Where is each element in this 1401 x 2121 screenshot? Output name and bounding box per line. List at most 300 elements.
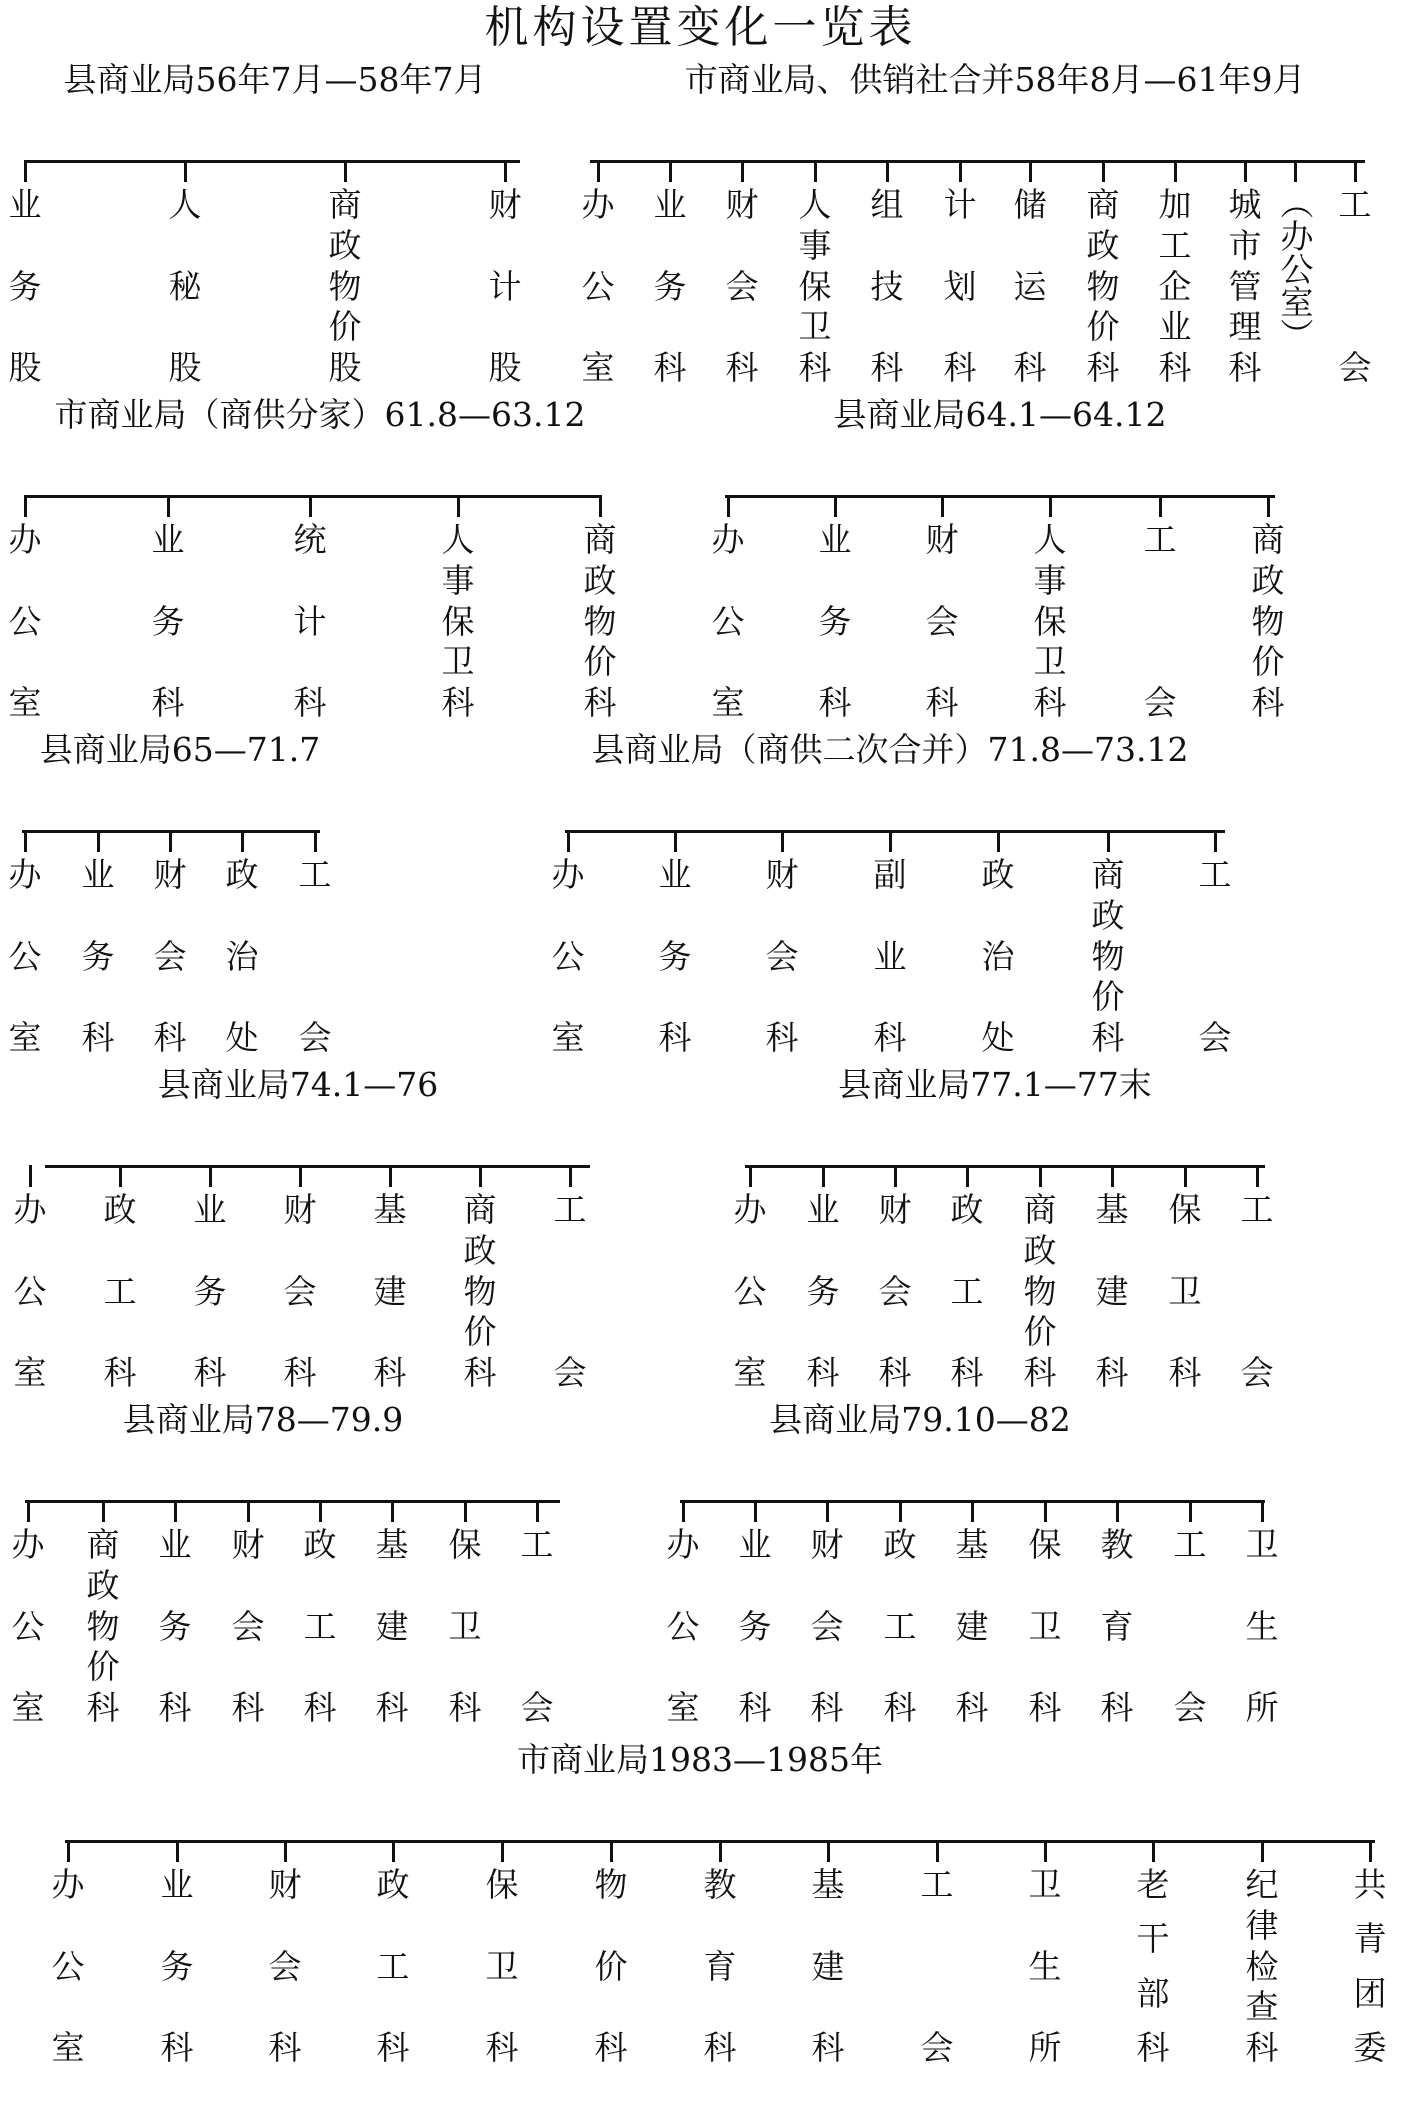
org-unit-char: 价 <box>86 1647 120 1687</box>
org-unit-char: 科 <box>653 348 687 387</box>
org-unit-char: 会 <box>231 1606 265 1646</box>
org-unit <box>1239 1866 1285 2066</box>
org-unit-char: 科 <box>303 1688 337 1727</box>
block-title: 县商业局56年7月—58年7月 <box>63 60 487 99</box>
connector-tick <box>174 1500 177 1522</box>
org-unit-char: 价 <box>328 307 362 347</box>
org-unit-char: 科 <box>725 348 759 387</box>
org-unit-char: 科 <box>1013 348 1047 387</box>
org-unit-char: 管 <box>1228 266 1262 306</box>
org-unit <box>277 1191 323 1391</box>
org-unit <box>2 521 48 721</box>
org-unit-char: 保 <box>1028 1525 1062 1564</box>
connector-tick <box>1214 830 1217 852</box>
org-unit-char: 务 <box>158 1606 192 1646</box>
connector-tick <box>284 1840 287 1862</box>
org-unit-char: 商 <box>328 185 362 224</box>
org-unit-char: 业 <box>160 1865 194 1904</box>
org-unit-char: 办 <box>51 1865 85 1904</box>
org-unit-char: 科 <box>738 1688 772 1727</box>
org-unit <box>660 1526 706 1726</box>
org-unit <box>322 186 368 386</box>
org-unit-char: 秘 <box>168 266 202 306</box>
org-unit-char: 业 <box>81 855 115 894</box>
org-unit-char: 价 <box>1086 307 1120 347</box>
org-unit <box>1152 186 1198 386</box>
connector-tick <box>1184 1165 1187 1187</box>
org-unit-char: 股 <box>168 348 202 387</box>
connector-tick <box>309 495 312 517</box>
block-title: 县商业局78—79.9 <box>122 1400 404 1439</box>
org-unit-char: 会 <box>765 936 799 976</box>
org-unit-char: 政 <box>376 1865 410 1904</box>
connector-tick <box>1102 160 1105 182</box>
org-unit-char: 会 <box>1338 348 1372 387</box>
org-unit-char: 物 <box>1023 1271 1057 1311</box>
connector-tick <box>669 160 672 182</box>
connector-tick <box>749 1165 752 1187</box>
org-unit <box>1007 186 1053 386</box>
org-unit-char: 商 <box>86 1525 120 1564</box>
connector-tick <box>941 495 944 517</box>
org-unit <box>287 521 333 721</box>
connector-tick <box>597 160 600 182</box>
org-unit-char: 公 <box>666 1606 700 1646</box>
org-unit-char: 科 <box>1136 2027 1170 2067</box>
org-unit-char: 股 <box>488 348 522 387</box>
org-unit-char: 干 <box>1136 1919 1170 1959</box>
org-unit-char: 科 <box>873 1018 907 1057</box>
org-unit-char: 业 <box>806 1190 840 1229</box>
org-unit-char: 科 <box>1168 1353 1202 1392</box>
org-unit-char: 基 <box>373 1190 407 1229</box>
org-unit <box>867 856 913 1056</box>
connector-bar <box>590 160 1365 163</box>
connector-tick <box>209 1165 212 1187</box>
block-title: 县商业局79.10—82 <box>769 1400 1071 1439</box>
org-unit-char: 科 <box>1033 683 1067 722</box>
org-unit-char: 人 <box>168 185 202 224</box>
org-unit-char: 物 <box>1251 601 1285 641</box>
connector-tick <box>67 1840 70 1862</box>
org-unit-char: 运 <box>1013 266 1047 306</box>
org-unit-char: 城 <box>1228 185 1262 224</box>
block-title: 县商业局（商供二次合并）71.8—73.12 <box>591 730 1189 769</box>
org-unit-char: 组 <box>870 185 904 224</box>
org-unit-char: 科 <box>955 1688 989 1727</box>
org-unit <box>1089 1191 1135 1391</box>
org-unit-char: 务 <box>8 266 42 306</box>
org-unit-char: 公 <box>8 936 42 976</box>
org-unit-char: 卫 <box>485 1946 519 1986</box>
connector-tick <box>971 1500 974 1522</box>
org-unit-char: 处 <box>225 1018 259 1057</box>
org-unit <box>1017 1191 1063 1391</box>
org-unit-char: 财 <box>231 1525 265 1564</box>
org-unit-char: 计 <box>293 601 327 641</box>
org-unit <box>369 1526 415 1726</box>
connector-tick <box>1039 1165 1042 1187</box>
org-unit <box>1192 856 1238 1056</box>
org-unit-char: 建 <box>1095 1271 1129 1311</box>
connector-tick <box>167 495 170 517</box>
org-unit-char: 公 <box>551 936 585 976</box>
org-unit-char: 处 <box>981 1018 1015 1057</box>
connector-tick <box>822 1165 825 1187</box>
org-unit-char: 财 <box>810 1525 844 1564</box>
org-unit-char: 商 <box>1086 185 1120 224</box>
connector-tick <box>894 1165 897 1187</box>
org-unit-char: 治 <box>225 936 259 976</box>
org-unit <box>1094 1526 1140 1726</box>
org-unit-char: 财 <box>878 1190 912 1229</box>
connector-tick <box>247 1500 250 1522</box>
org-unit-char: 计 <box>943 185 977 224</box>
connector-tick <box>501 1840 504 1862</box>
org-unit <box>145 521 191 721</box>
org-unit <box>1080 186 1126 386</box>
org-unit <box>547 1191 593 1391</box>
org-unit-char: 会 <box>553 1353 587 1392</box>
org-unit <box>297 1526 343 1726</box>
org-unit-char: 工 <box>1240 1190 1274 1229</box>
org-unit-char: 办 <box>581 185 615 224</box>
connector-tick <box>1116 1500 1119 1522</box>
connector-tick <box>391 1500 394 1522</box>
org-unit-char: 公 <box>13 1271 47 1311</box>
org-unit-char: 办 <box>711 520 745 559</box>
org-unit-char: 科 <box>878 1353 912 1392</box>
org-unit-char: 企 <box>1158 266 1192 306</box>
org-unit-char: 政 <box>1023 1230 1057 1270</box>
org-unit-char: 政 <box>328 225 362 265</box>
org-unit-char: 会 <box>520 1688 554 1727</box>
connector-tick <box>1261 1500 1264 1522</box>
org-unit-char: 工 <box>920 1865 954 1904</box>
org-unit-char: 政 <box>86 1565 120 1605</box>
org-unit-char: 会 <box>283 1271 317 1311</box>
org-unit-char: 团 <box>1353 1973 1387 2013</box>
org-unit-char: 业 <box>8 185 42 224</box>
org-unit-char: 所 <box>1245 1688 1279 1727</box>
org-unit-char: 业 <box>151 520 185 559</box>
org-unit-char: 股 <box>8 348 42 387</box>
org-unit <box>482 186 528 386</box>
org-unit <box>1167 1526 1213 1726</box>
org-unit-char: 财 <box>725 185 759 224</box>
org-unit-char: 政 <box>981 855 1015 894</box>
org-unit-char: 基 <box>955 1525 989 1564</box>
org-unit-char: 工 <box>1143 520 1177 559</box>
org-unit-char: 财 <box>925 520 959 559</box>
org-unit-char: 科 <box>151 683 185 722</box>
connector-tick <box>1244 160 1247 182</box>
org-unit-char: 统 <box>293 520 327 559</box>
connector-tick <box>1174 160 1177 182</box>
connector-tick <box>1152 1840 1155 1862</box>
connector-bar <box>565 830 1225 833</box>
org-unit-char: 科 <box>703 2028 737 2067</box>
connector-tick <box>936 1840 939 1862</box>
connector-tick <box>392 1840 395 1862</box>
connector-tick <box>966 1165 969 1187</box>
block-title: 县商业局77.1—77末 <box>838 1065 1152 1104</box>
connector-tick <box>754 1500 757 1522</box>
connector-tick <box>827 1840 830 1862</box>
org-unit-char: 科 <box>883 1688 917 1727</box>
connector-tick <box>169 830 172 852</box>
connector-tick <box>319 1500 322 1522</box>
org-unit-char: 会 <box>920 2028 954 2067</box>
org-unit-char: 会 <box>725 266 759 306</box>
connector-bar <box>45 1165 590 1168</box>
org-unit-char: 财 <box>765 855 799 894</box>
org-unit-char: 务 <box>193 1271 227 1311</box>
org-unit-char: 会 <box>268 1946 302 1986</box>
org-unit-char: 科 <box>86 1688 120 1727</box>
org-unit-char: 财 <box>283 1190 317 1229</box>
org-unit <box>805 1866 851 2066</box>
org-unit-char: 价 <box>1091 977 1125 1017</box>
block-title: 市商业局（商供分家）61.8—63.12 <box>54 395 586 434</box>
org-unit-char: 科 <box>1228 348 1262 387</box>
org-unit <box>1162 1191 1208 1391</box>
org-unit-char: 卫 <box>448 1606 482 1646</box>
org-unit <box>2 186 48 386</box>
org-unit-char: 财 <box>488 185 522 224</box>
org-unit-char: 政 <box>103 1190 137 1229</box>
org-unit-char: 务 <box>738 1606 772 1646</box>
org-unit <box>732 1526 778 1726</box>
org-unit-char: 业 <box>658 855 692 894</box>
org-unit-char: 政 <box>1251 560 1285 600</box>
org-unit-char: 政 <box>1086 225 1120 265</box>
org-unit <box>697 1866 743 2066</box>
org-unit-char: 建 <box>375 1606 409 1646</box>
org-unit <box>804 1526 850 1726</box>
connector-tick <box>719 1840 722 1862</box>
org-unit-char: 人 <box>441 520 475 559</box>
org-unit-char: 卫 <box>798 307 832 347</box>
org-unit <box>937 186 983 386</box>
org-unit-char: 人 <box>798 185 832 224</box>
org-unit-char: 室 <box>666 1688 700 1727</box>
org-unit-char: 物 <box>86 1606 120 1646</box>
org-unit-char: 政 <box>1091 895 1125 935</box>
connector-tick <box>569 1165 572 1187</box>
connector-bar <box>25 1500 560 1503</box>
org-unit-char: 科 <box>1023 1353 1057 1392</box>
org-unit-char: 政 <box>303 1525 337 1564</box>
org-unit <box>75 856 121 1056</box>
org-unit <box>1234 1191 1280 1391</box>
org-unit-char: 务 <box>806 1271 840 1311</box>
connector-tick <box>727 495 730 517</box>
org-unit <box>1347 1866 1393 2066</box>
org-unit-char: 科 <box>375 1688 409 1727</box>
connector-bar <box>25 160 520 163</box>
org-unit-char: 会 <box>810 1606 844 1646</box>
org-unit-char: 工 <box>950 1271 984 1311</box>
org-unit-char: 会 <box>1198 1018 1232 1057</box>
org-unit-char: 科 <box>1251 683 1285 722</box>
org-unit <box>45 1866 91 2066</box>
org-unit-char: 生 <box>1245 1606 1279 1646</box>
org-unit-char: 科 <box>925 683 959 722</box>
org-unit <box>147 856 193 1056</box>
connector-tick <box>97 830 100 852</box>
org-unit-char: 价 <box>463 1312 497 1352</box>
org-unit-char: 科 <box>594 2028 628 2067</box>
org-unit-char: 科 <box>658 1018 692 1057</box>
connector-tick <box>24 495 27 517</box>
org-unit-char: 育 <box>703 1946 737 1986</box>
org-unit-char: 工 <box>298 855 332 894</box>
org-unit-char: 会 <box>925 601 959 641</box>
org-unit-char: 科 <box>193 1353 227 1392</box>
org-unit <box>292 856 338 1056</box>
page-title: 机构设置变化一览表 <box>484 2 917 53</box>
org-unit-char: 事 <box>441 560 475 600</box>
org-unit-char: 政 <box>583 560 617 600</box>
org-unit-char: 生 <box>1028 1946 1062 1986</box>
org-unit-char: 办 <box>666 1525 700 1564</box>
connector-tick <box>959 160 962 182</box>
org-unit-char: 科 <box>818 683 852 722</box>
org-unit <box>457 1191 503 1391</box>
org-unit-char: 财 <box>268 1865 302 1904</box>
org-unit-char: 基 <box>375 1525 409 1564</box>
org-unit-char: 科 <box>153 1018 187 1057</box>
connector-tick <box>1049 495 1052 517</box>
org-unit <box>367 1191 413 1391</box>
org-unit-char: 保 <box>1168 1190 1202 1229</box>
block-title: 县商业局65—71.7 <box>39 730 321 769</box>
org-unit-char: 工 <box>1158 225 1192 265</box>
connector-tick <box>1107 830 1110 852</box>
org-unit-char: 卫 <box>1028 1865 1062 1904</box>
connector-tick <box>781 830 784 852</box>
connector-tick <box>814 160 817 182</box>
org-unit-char: 计 <box>488 266 522 306</box>
org-unit-char: 事 <box>1033 560 1067 600</box>
org-unit-char: 科 <box>810 1688 844 1727</box>
org-unit-char: 教 <box>1100 1525 1134 1564</box>
org-unit-char: 卫 <box>1168 1271 1202 1311</box>
org-unit-char: 事 <box>798 225 832 265</box>
org-unit-char: 科 <box>158 1688 192 1727</box>
org-unit-char: 基 <box>1095 1190 1129 1229</box>
connector-tick <box>682 1500 685 1522</box>
connector-bar <box>25 495 600 498</box>
org-unit-char: 科 <box>1245 2028 1279 2067</box>
org-unit-char: 保 <box>441 601 475 641</box>
org-unit-char: 科 <box>160 2028 194 2067</box>
org-unit-char: 室 <box>733 1353 767 1392</box>
org-unit-char: 室 <box>581 348 615 387</box>
connector-tick <box>241 830 244 852</box>
org-unit-char: 会 <box>1173 1688 1207 1727</box>
org-unit-char: 建 <box>811 1946 845 1986</box>
org-unit-char: 工 <box>1173 1525 1207 1564</box>
org-unit-char: 务 <box>151 601 185 641</box>
org-unit <box>1272 186 1318 386</box>
org-unit-char: （办公室） <box>1275 186 1315 351</box>
org-unit-char: 科 <box>485 2028 519 2067</box>
org-unit-char: 科 <box>870 348 904 387</box>
org-unit <box>1022 1526 1068 1726</box>
block-title: 市商业局、供销社合并58年8月—61年9月 <box>684 60 1306 99</box>
org-unit-char: 科 <box>1028 1688 1062 1727</box>
org-unit-char: 科 <box>376 2028 410 2067</box>
org-unit <box>1332 186 1378 386</box>
org-unit <box>719 186 765 386</box>
org-unit-char: 科 <box>798 348 832 387</box>
org-unit-char: 卫 <box>1245 1525 1279 1564</box>
org-unit <box>225 1526 271 1726</box>
org-unit-char: 科 <box>373 1353 407 1392</box>
org-unit <box>759 856 805 1056</box>
org-unit <box>154 1866 200 2066</box>
connector-tick <box>389 1165 392 1187</box>
org-unit-char: 商 <box>1251 520 1285 559</box>
org-unit-char: 政 <box>463 1230 497 1270</box>
org-unit-char: 人 <box>1033 520 1067 559</box>
connector-tick <box>119 1165 122 1187</box>
connector-tick <box>826 1500 829 1522</box>
org-unit-char: 办 <box>551 855 585 894</box>
org-unit-char: 办 <box>11 1525 45 1564</box>
org-unit-char: 所 <box>1028 2028 1062 2067</box>
connector-tick <box>834 495 837 517</box>
org-unit-char: 政 <box>883 1525 917 1564</box>
org-unit-char: 科 <box>811 2028 845 2067</box>
org-unit <box>97 1191 143 1391</box>
connector-tick <box>24 830 27 852</box>
connector-tick <box>1159 495 1162 517</box>
org-unit <box>914 1866 960 2066</box>
org-unit-char: 务 <box>818 601 852 641</box>
org-unit-char: 商 <box>1091 855 1125 894</box>
connector-tick <box>997 830 1000 852</box>
connector-tick <box>741 160 744 182</box>
org-unit <box>944 1191 990 1391</box>
org-unit <box>162 186 208 386</box>
org-unit-char: 业 <box>158 1525 192 1564</box>
connector-tick <box>1044 1840 1047 1862</box>
org-unit <box>705 521 751 721</box>
org-unit-char: 工 <box>1198 855 1232 894</box>
org-unit-char: 会 <box>1143 683 1177 722</box>
org-unit-char: 公 <box>711 601 745 641</box>
org-unit-char: 市 <box>1228 225 1262 265</box>
connector-bar <box>725 495 1275 498</box>
org-unit-char: 教 <box>703 1865 737 1904</box>
org-unit-char: 会 <box>1240 1353 1274 1392</box>
org-unit-char: 商 <box>583 520 617 559</box>
org-unit-char: 价 <box>1251 642 1285 682</box>
org-unit-char: 科 <box>950 1353 984 1392</box>
org-unit-char: 商 <box>463 1190 497 1229</box>
org-unit-char: 科 <box>283 1353 317 1392</box>
org-unit <box>877 1526 923 1726</box>
connector-tick <box>464 1500 467 1522</box>
org-unit-char: 卫 <box>441 642 475 682</box>
org-unit-char: 办 <box>13 1190 47 1229</box>
org-unit-char: 建 <box>955 1606 989 1646</box>
org-unit-char: 务 <box>81 936 115 976</box>
org-unit <box>442 1526 488 1726</box>
